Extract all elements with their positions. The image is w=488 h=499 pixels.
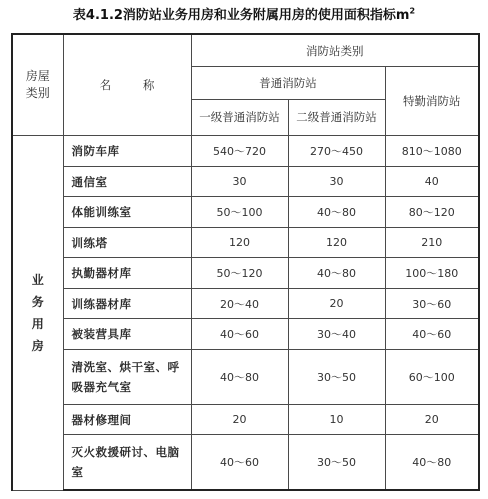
value-first-class: 40～60 [191, 319, 288, 350]
value-first-class: 40～80 [191, 349, 288, 404]
header-special: 特勤消防站 [385, 67, 479, 136]
value-first-class: 40～60 [191, 435, 288, 490]
row-name: 被装营具库 [63, 319, 191, 350]
value-first-class: 20～40 [191, 288, 288, 319]
row-name: 训练器材库 [63, 288, 191, 319]
category-char: 业 [31, 272, 44, 287]
header-name: 名 称 [63, 34, 191, 136]
table-row [12, 258, 479, 289]
table-row [12, 435, 479, 490]
value-special: 810～1080 [385, 136, 479, 167]
value-second-class: 10 [288, 404, 385, 435]
value-second-class: 30～40 [288, 319, 385, 350]
area-index-table [11, 33, 480, 491]
table-row [12, 349, 479, 404]
title-unit-superscript: 2 [409, 6, 416, 16]
value-special: 30～60 [385, 288, 479, 319]
value-special: 210 [385, 227, 479, 258]
header-category-line2: 类别 [25, 86, 50, 101]
table-row [12, 197, 479, 228]
header-category [12, 34, 63, 136]
value-first-class: 30 [191, 166, 288, 197]
table-title [0, 4, 488, 23]
row-name: 训练塔 [63, 227, 191, 258]
row-name: 清洗室、烘干室、呼吸器充气室 [63, 349, 191, 404]
header-station-types: 消防站类别 [191, 34, 479, 67]
category-business-rooms [12, 136, 63, 490]
value-special: 40～80 [385, 435, 479, 490]
header-row-1 [12, 34, 479, 67]
value-special: 80～120 [385, 197, 479, 228]
row-name: 器材修理间 [63, 404, 191, 435]
value-second-class: 40～80 [288, 197, 385, 228]
category-char: 务 [31, 294, 44, 309]
header-ordinary: 普通消防站 [191, 67, 385, 100]
value-special: 40～60 [385, 319, 479, 350]
table-row [12, 319, 479, 350]
table-row [12, 404, 479, 435]
value-special: 100～180 [385, 258, 479, 289]
value-first-class: 50～120 [191, 258, 288, 289]
header-first-class: 一级普通消防站 [191, 99, 288, 136]
value-second-class: 20 [288, 288, 385, 319]
value-first-class: 50～100 [191, 197, 288, 228]
value-second-class: 30 [288, 166, 385, 197]
header-second-class: 二级普通消防站 [288, 99, 385, 136]
value-second-class: 40～80 [288, 258, 385, 289]
table-title-text: 表4.1.2消防站业务用房和业务附属用房的使用面积指标m [72, 8, 410, 23]
header-category-line1: 房屋 [25, 69, 50, 84]
table-row [12, 136, 479, 167]
value-special: 60～100 [385, 349, 479, 404]
value-special: 40 [385, 166, 479, 197]
value-first-class: 20 [191, 404, 288, 435]
row-name: 体能训练室 [63, 197, 191, 228]
row-name: 灭火救援研讨、电脑室 [63, 435, 191, 490]
table-row [12, 288, 479, 319]
value-second-class: 120 [288, 227, 385, 258]
table-row [12, 227, 479, 258]
category-char: 房 [31, 338, 44, 353]
row-name: 通信室 [63, 166, 191, 197]
row-name: 执勤器材库 [63, 258, 191, 289]
value-first-class: 120 [191, 227, 288, 258]
table-row [12, 166, 479, 197]
row-name: 消防车库 [63, 136, 191, 167]
value-first-class: 540～720 [191, 136, 288, 167]
value-second-class: 30～50 [288, 349, 385, 404]
value-special: 20 [385, 404, 479, 435]
value-second-class: 270～450 [288, 136, 385, 167]
category-char: 用 [31, 316, 44, 331]
value-second-class: 30～50 [288, 435, 385, 490]
